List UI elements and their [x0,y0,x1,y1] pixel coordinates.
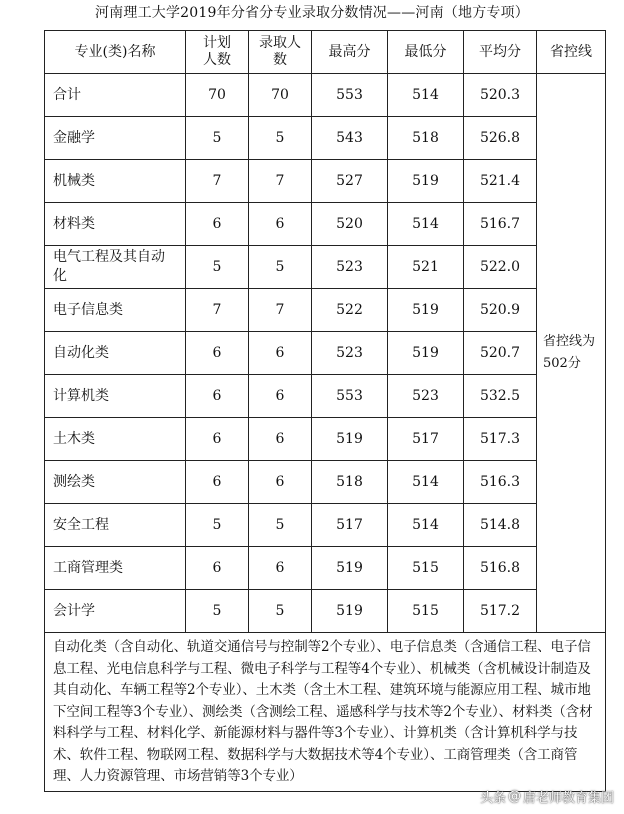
cell-major-name: 计算机类 [45,375,186,418]
cell-max: 553 [312,375,388,418]
header-max-score: 最高分 [312,31,388,74]
cell-major-name: 会计学 [45,590,186,633]
cell-plan: 6 [186,375,249,418]
cell-major-name [45,246,186,289]
major-name-wrapped: 电气工程及其自动化 [53,249,165,284]
cell-max: 517 [312,504,388,547]
cell-min: 518 [388,117,464,160]
table-row [45,461,606,504]
cell-min: 514 [388,203,464,246]
cell-min: 521 [388,246,464,289]
cell-admit: 6 [249,203,312,246]
cell-admit: 70 [249,74,312,117]
watermark-name: 唐老师教育集团 [522,791,614,806]
cell-plan: 6 [186,461,249,504]
cell-min: 514 [388,504,464,547]
cell-major-name: 工商管理类 [45,547,186,590]
cell-avg: 517.2 [464,590,537,633]
cell-avg: 516.3 [464,461,537,504]
cell-avg: 521.4 [464,160,537,203]
cell-avg: 516.7 [464,203,537,246]
cell-min: 523 [388,375,464,418]
control-line-text: 省控线为502分 [543,334,596,371]
cell-major-name: 安全工程 [45,504,186,547]
cell-admit: 5 [249,504,312,547]
cell-major-name: 合计 [45,74,186,117]
cell-plan: 6 [186,332,249,375]
cell-major-name: 金融学 [45,117,186,160]
table-row [45,160,606,203]
table-row [45,375,606,418]
cell-plan: 6 [186,547,249,590]
cell-plan: 6 [186,418,249,461]
at-sign-icon: @ [507,789,521,804]
header-plan-count [186,31,249,74]
cell-avg: 522.0 [464,246,537,289]
cell-avg: 516.8 [464,547,537,590]
cell-avg: 532.5 [464,375,537,418]
watermark-prefix: 头条 [479,791,506,806]
source-watermark [480,787,614,806]
table-row [45,117,606,160]
header-plan-line2: 人数 [203,52,231,68]
cell-max: 522 [312,289,388,332]
cell-plan: 6 [186,203,249,246]
cell-max: 520 [312,203,388,246]
cell-admit: 6 [249,461,312,504]
page-title: 河南理工大学2019年分省分专业录取分数情况——河南（地方专项） [94,5,530,21]
header-control-line: 省控线 [537,31,606,74]
cell-avg: 520.7 [464,332,537,375]
cell-max: 527 [312,160,388,203]
table-row [45,590,606,633]
table-row [45,332,606,375]
cell-control-line [537,74,606,633]
cell-min: 514 [388,74,464,117]
table-note-row [45,633,606,792]
cell-major-name: 机械类 [45,160,186,203]
cell-plan: 5 [186,246,249,289]
admission-score-table [44,30,606,792]
cell-avg: 526.8 [464,117,537,160]
cell-plan: 5 [186,117,249,160]
cell-plan: 5 [186,590,249,633]
cell-max: 519 [312,418,388,461]
table-row [45,74,606,117]
cell-max: 519 [312,547,388,590]
header-avg-score: 平均分 [464,31,537,74]
table-row [45,418,606,461]
cell-avg: 514.8 [464,504,537,547]
cell-min: 519 [388,289,464,332]
cell-max: 518 [312,461,388,504]
cell-avg: 517.3 [464,418,537,461]
cell-admit: 7 [249,160,312,203]
cell-max: 543 [312,117,388,160]
table-row [45,203,606,246]
cell-avg: 520.9 [464,289,537,332]
header-admit-line2: 数 [273,52,287,68]
header-min-score: 最低分 [388,31,464,74]
cell-admit: 5 [249,246,312,289]
cell-plan: 70 [186,74,249,117]
table-row [45,289,606,332]
header-major-name: 专业(类)名称 [45,31,186,74]
cell-min: 519 [388,160,464,203]
table-row [45,547,606,590]
cell-min: 514 [388,461,464,504]
cell-min: 515 [388,547,464,590]
cell-admit: 6 [249,375,312,418]
cell-max: 553 [312,74,388,117]
cell-max: 523 [312,246,388,289]
cell-avg: 520.3 [464,74,537,117]
table-row [45,246,606,289]
cell-admit: 7 [249,289,312,332]
cell-max: 523 [312,332,388,375]
cell-major-name: 自动化类 [45,332,186,375]
cell-admit: 6 [249,418,312,461]
header-admit-line1: 录取人 [259,35,301,51]
cell-min: 515 [388,590,464,633]
cell-plan: 7 [186,289,249,332]
cell-admit: 6 [249,332,312,375]
table-header-row [45,31,606,74]
table-row [45,504,606,547]
cell-admit: 5 [249,590,312,633]
cell-major-name: 电子信息类 [45,289,186,332]
table-footnote: 自动化类（含自动化、轨道交通信号与控制等2个专业）、电子信息类（含通信工程、电子信息工程、光电信息科学与工程、微电子科学与工程等4个专业）、机械类（含机械设计制造及其自动化、车辆工程等2个专业）、土木类（含土木工程、建筑环境与能源应用工程、城市地下空间工程等3个专业）、测绘类（含测绘工程、遥感科学与技术等2个专业）、材料类（含材料科学与工程、材料化学、新能源材料与器件等3个专业）、计算机类（含计算机科学与技术、软件工程、物联网工程、数据科学与大数据技术等4个专业）、工商管理类（含工商管理、人力资源管理、市场营销等3个专业） [45,633,606,792]
cell-major-name: 土木类 [45,418,186,461]
cell-admit: 5 [249,117,312,160]
cell-admit: 6 [249,547,312,590]
cell-major-name: 测绘类 [45,461,186,504]
cell-min: 517 [388,418,464,461]
cell-max: 519 [312,590,388,633]
header-plan-line1: 计划 [203,35,231,51]
cell-plan: 7 [186,160,249,203]
header-admit-count [249,31,312,74]
cell-plan: 5 [186,504,249,547]
cell-min: 519 [388,332,464,375]
cell-major-name: 材料类 [45,203,186,246]
